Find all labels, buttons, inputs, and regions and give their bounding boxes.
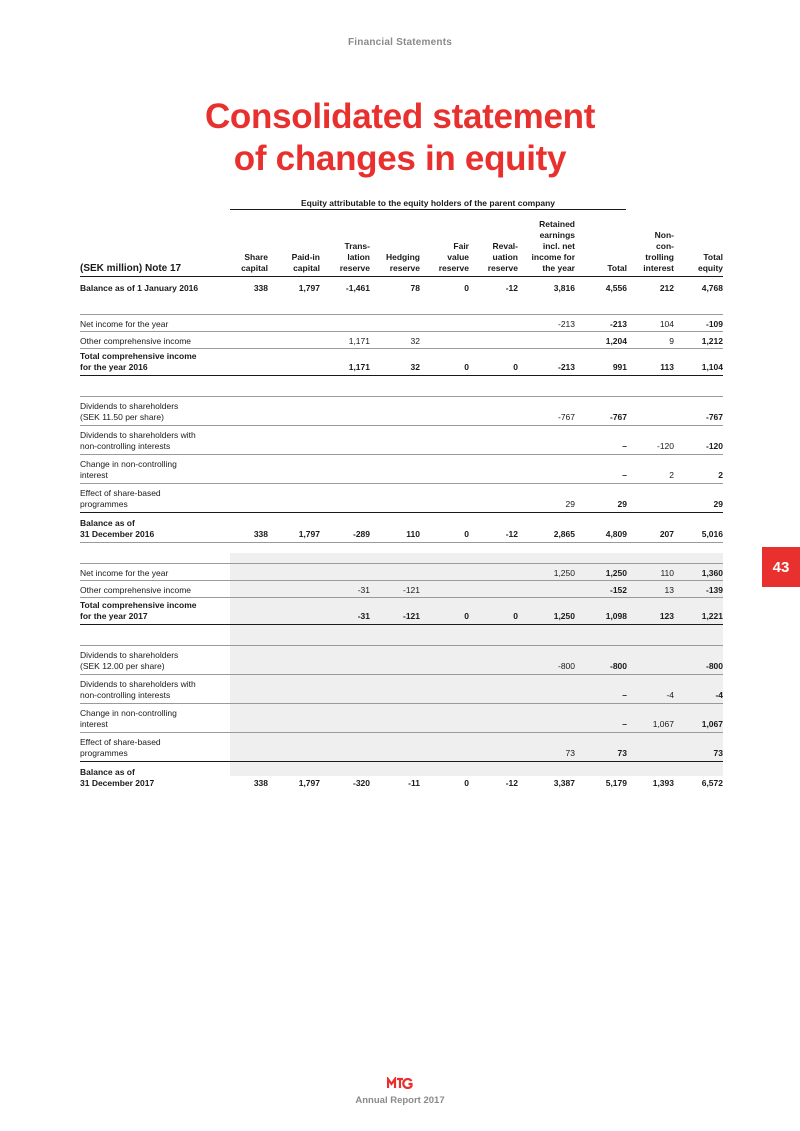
row-label: Balance as of 31 December 2016 xyxy=(80,513,230,543)
table-cell: -120 xyxy=(627,426,674,455)
table-cell: 1,098 xyxy=(575,598,627,625)
table-cell: 1,250 xyxy=(575,564,627,581)
table-header-row xyxy=(80,214,723,277)
column-header: Fair value reserve xyxy=(438,241,469,273)
table-row xyxy=(80,513,723,543)
table-cell: 32 xyxy=(370,349,420,376)
table-cell: 0 xyxy=(464,778,469,788)
table-cell xyxy=(370,484,420,513)
group-header-rule xyxy=(230,209,626,210)
table-cell xyxy=(370,315,420,332)
table-row xyxy=(80,675,723,704)
table-row xyxy=(80,397,723,426)
table-cell xyxy=(518,332,575,349)
table-cell xyxy=(469,675,518,704)
table-cell: 4,556 xyxy=(605,283,627,293)
table-cell xyxy=(320,426,370,455)
column-header: Trans- lation reserve xyxy=(339,241,370,273)
row-label: Balance as of 1 January 2016 xyxy=(80,283,199,293)
table-cell: 0 xyxy=(469,598,518,625)
table-cell: 1,250 xyxy=(518,598,575,625)
table-cell xyxy=(320,564,370,581)
table-cell: -31 xyxy=(320,598,370,625)
table-cell: 9 xyxy=(627,332,674,349)
table-cell xyxy=(469,426,518,455)
table-cell xyxy=(230,332,268,349)
table-cell: -139 xyxy=(674,581,723,598)
table-cell xyxy=(230,564,268,581)
table-cell: 0 xyxy=(469,349,518,376)
table-cell: 4,768 xyxy=(701,283,723,293)
table-cell xyxy=(320,675,370,704)
table-cell: 113 xyxy=(627,349,674,376)
table-cell: -767 xyxy=(575,397,627,426)
table-cell xyxy=(627,484,674,513)
table-cell: 73 xyxy=(575,733,627,762)
table-cell xyxy=(230,484,268,513)
table-cell xyxy=(320,397,370,426)
table-cell xyxy=(268,675,320,704)
spacer-row xyxy=(80,543,723,564)
table-cell xyxy=(320,646,370,675)
table-row xyxy=(80,581,723,598)
table-row xyxy=(80,646,723,675)
row-label: Dividends to shareholders with non-controlling interests xyxy=(80,426,230,455)
mtg-logo-icon xyxy=(387,1077,413,1089)
table-row xyxy=(80,426,723,455)
table-cell xyxy=(469,397,518,426)
table-cell: 1,212 xyxy=(674,332,723,349)
table-cell: 338 xyxy=(230,513,268,543)
table-cell: 3,816 xyxy=(553,283,575,293)
group-header: Equity attributable to the equity holders of the parent company xyxy=(300,198,556,208)
table-cell: -12 xyxy=(505,778,518,788)
table-cell xyxy=(268,646,320,675)
column-header: Total xyxy=(607,263,627,273)
row-label: Total comprehensive income for the year 2017 xyxy=(80,598,230,625)
table-cell: -11 xyxy=(408,778,420,788)
table-cell: 991 xyxy=(575,349,627,376)
table-cell xyxy=(627,397,674,426)
spacer-row xyxy=(80,294,723,315)
table-cell: 338 xyxy=(253,283,268,293)
table-cell: 338 xyxy=(253,778,268,788)
table-cell: 3,387 xyxy=(553,778,575,788)
column-header: Retained earnings incl. net income for the year xyxy=(531,219,575,273)
table-cell xyxy=(320,315,370,332)
spacer-row xyxy=(80,625,723,646)
table-cell xyxy=(370,733,420,762)
table-cell: 6,572 xyxy=(701,778,723,788)
table-cell xyxy=(230,733,268,762)
table-row xyxy=(80,484,723,513)
table-cell: -213 xyxy=(518,315,575,332)
table-cell xyxy=(268,598,320,625)
column-header: Hedging reserve xyxy=(386,252,420,273)
table-cell: 1,797 xyxy=(268,513,320,543)
table-cell xyxy=(230,426,268,455)
table-cell xyxy=(268,733,320,762)
table-row xyxy=(80,762,723,792)
table-cell xyxy=(518,426,575,455)
table-cell xyxy=(420,704,469,733)
table-cell: 1,104 xyxy=(674,349,723,376)
table-cell: 1,171 xyxy=(320,349,370,376)
table-cell xyxy=(268,397,320,426)
table-cell xyxy=(518,675,575,704)
row-label: Effect of share-based programmes xyxy=(80,733,230,762)
table-cell xyxy=(420,332,469,349)
table-cell xyxy=(469,332,518,349)
table-cell: -121 xyxy=(370,581,420,598)
table-cell xyxy=(268,315,320,332)
table-cell xyxy=(627,646,674,675)
table-cell: -120 xyxy=(674,426,723,455)
table-cell xyxy=(320,455,370,484)
table-cell xyxy=(370,704,420,733)
table-cell xyxy=(420,455,469,484)
table-cell: 2,865 xyxy=(518,513,575,543)
table-cell: – xyxy=(575,455,627,484)
row-label: Net income for the year xyxy=(80,315,230,332)
table-row xyxy=(80,277,723,295)
table-body xyxy=(80,277,723,792)
table-cell: -121 xyxy=(370,598,420,625)
table-cell xyxy=(320,733,370,762)
table-cell xyxy=(268,426,320,455)
spacer-row xyxy=(80,376,723,397)
table-cell: 0 xyxy=(420,598,469,625)
table-cell xyxy=(370,564,420,581)
column-header: Share capital xyxy=(241,252,268,273)
table-cell: 73 xyxy=(674,733,723,762)
row-label: Other comprehensive income xyxy=(80,581,230,598)
table-cell xyxy=(469,455,518,484)
table-cell: 123 xyxy=(627,598,674,625)
table-cell: 1,393 xyxy=(652,778,674,788)
column-header: Reval- uation reserve xyxy=(487,241,518,273)
table-cell: 0 xyxy=(420,513,469,543)
mtg-logo xyxy=(0,1076,800,1094)
table-cell: -213 xyxy=(518,349,575,376)
row-label: Change in non-controlling interest xyxy=(80,455,230,484)
table-cell: 1,360 xyxy=(674,564,723,581)
table-cell xyxy=(420,397,469,426)
table-cell: – xyxy=(575,704,627,733)
table-cell xyxy=(230,455,268,484)
table-cell xyxy=(370,397,420,426)
table-cell: 32 xyxy=(370,332,420,349)
table-cell: 110 xyxy=(627,564,674,581)
row-label: Balance as of 31 December 2017 xyxy=(80,767,155,788)
table-cell: -4 xyxy=(627,675,674,704)
table-cell: -767 xyxy=(674,397,723,426)
table-cell xyxy=(230,598,268,625)
table-cell xyxy=(268,455,320,484)
page-title xyxy=(0,96,800,180)
table-cell xyxy=(268,564,320,581)
table-row xyxy=(80,704,723,733)
table-cell xyxy=(268,332,320,349)
section-header: Financial Statements xyxy=(347,37,453,48)
table-cell: -800 xyxy=(575,646,627,675)
table-cell xyxy=(268,581,320,598)
table-cell xyxy=(469,315,518,332)
table-cell: 207 xyxy=(627,513,674,543)
row-label: Dividends to shareholders (SEK 12.00 per share) xyxy=(80,646,230,675)
table-cell: – xyxy=(575,675,627,704)
table-cell xyxy=(469,646,518,675)
table-row xyxy=(80,455,723,484)
table-cell xyxy=(518,455,575,484)
table-cell: -1,461 xyxy=(345,283,370,293)
table-cell: 4,809 xyxy=(575,513,627,543)
table-cell xyxy=(320,704,370,733)
table-cell xyxy=(469,564,518,581)
table-row xyxy=(80,598,723,625)
table-cell xyxy=(420,733,469,762)
table-cell: -289 xyxy=(320,513,370,543)
row-header: (SEK million) Note 17 xyxy=(80,263,182,274)
table-cell: -152 xyxy=(575,581,627,598)
table-cell xyxy=(420,646,469,675)
table-row xyxy=(80,332,723,349)
table-cell: 1,797 xyxy=(298,283,320,293)
table-row xyxy=(80,564,723,581)
table-cell xyxy=(469,581,518,598)
title-line-1: Consolidated statement xyxy=(204,97,596,136)
table-cell: 104 xyxy=(627,315,674,332)
table-cell xyxy=(370,426,420,455)
table-cell: -12 xyxy=(505,283,518,293)
table-cell xyxy=(420,675,469,704)
table-cell xyxy=(370,675,420,704)
table-cell: 5,016 xyxy=(674,513,723,543)
column-header: Non- con- trolling interest xyxy=(643,230,674,273)
table-cell xyxy=(230,675,268,704)
table-cell xyxy=(268,349,320,376)
table-cell xyxy=(420,564,469,581)
column-header: Paid-in capital xyxy=(291,252,320,273)
table-cell: 2 xyxy=(674,455,723,484)
table-cell xyxy=(268,704,320,733)
table-cell: 1,797 xyxy=(298,778,320,788)
table-cell: -800 xyxy=(518,646,575,675)
table-cell xyxy=(420,581,469,598)
table-cell xyxy=(518,704,575,733)
table-cell: 110 xyxy=(370,513,420,543)
table-cell: 5,179 xyxy=(605,778,627,788)
table-cell xyxy=(469,704,518,733)
table-cell: -109 xyxy=(674,315,723,332)
column-header: Total equity xyxy=(697,252,723,273)
table-cell xyxy=(268,484,320,513)
table-cell: 73 xyxy=(518,733,575,762)
table-cell: 1,067 xyxy=(627,704,674,733)
table-cell xyxy=(370,646,420,675)
table-cell: -767 xyxy=(518,397,575,426)
table-cell xyxy=(320,484,370,513)
row-label: Net income for the year xyxy=(80,564,230,581)
title-line-2: of changes in equity xyxy=(233,139,567,178)
table-cell: 0 xyxy=(420,349,469,376)
table-cell: -31 xyxy=(320,581,370,598)
table-cell: 29 xyxy=(674,484,723,513)
table-row xyxy=(80,349,723,376)
footer-report-title: Annual Report 2017 xyxy=(355,1095,445,1106)
table-cell xyxy=(518,581,575,598)
table-cell xyxy=(420,315,469,332)
table-row xyxy=(80,733,723,762)
table-cell: 29 xyxy=(575,484,627,513)
row-label: Other comprehensive income xyxy=(80,332,230,349)
equity-table xyxy=(80,214,723,791)
table-cell: 78 xyxy=(410,283,420,293)
table-cell xyxy=(230,704,268,733)
table-cell xyxy=(469,484,518,513)
table-cell: 0 xyxy=(464,283,469,293)
table-cell xyxy=(420,426,469,455)
table-cell: 1,204 xyxy=(575,332,627,349)
table-cell: -4 xyxy=(674,675,723,704)
table-cell: – xyxy=(575,426,627,455)
table-cell xyxy=(230,646,268,675)
table-cell xyxy=(469,733,518,762)
row-label: Change in non-controlling interest xyxy=(80,704,230,733)
row-label: Dividends to shareholders with non-controlling interests xyxy=(80,675,230,704)
table-cell: 29 xyxy=(518,484,575,513)
row-label: Dividends to shareholders (SEK 11.50 per share) xyxy=(80,397,230,426)
table-cell xyxy=(230,581,268,598)
row-label: Total comprehensive income for the year 2016 xyxy=(80,349,230,376)
table-cell xyxy=(370,455,420,484)
table-cell: 1,250 xyxy=(518,564,575,581)
table-row xyxy=(80,315,723,332)
row-label: Effect of share-based programmes xyxy=(80,484,230,513)
table-cell: -213 xyxy=(575,315,627,332)
table-cell: -12 xyxy=(469,513,518,543)
table-cell xyxy=(230,397,268,426)
table-cell xyxy=(420,484,469,513)
table-cell: 212 xyxy=(659,283,674,293)
table-cell: 1,067 xyxy=(674,704,723,733)
table-cell: 13 xyxy=(627,581,674,598)
page-number-tab: 43 xyxy=(762,547,800,587)
table-cell: -320 xyxy=(352,778,370,788)
table-cell: 2 xyxy=(627,455,674,484)
table-cell xyxy=(627,733,674,762)
table-cell xyxy=(230,315,268,332)
table-cell xyxy=(230,349,268,376)
table-cell: 1,221 xyxy=(674,598,723,625)
table-cell: 1,171 xyxy=(320,332,370,349)
table-cell: -800 xyxy=(674,646,723,675)
